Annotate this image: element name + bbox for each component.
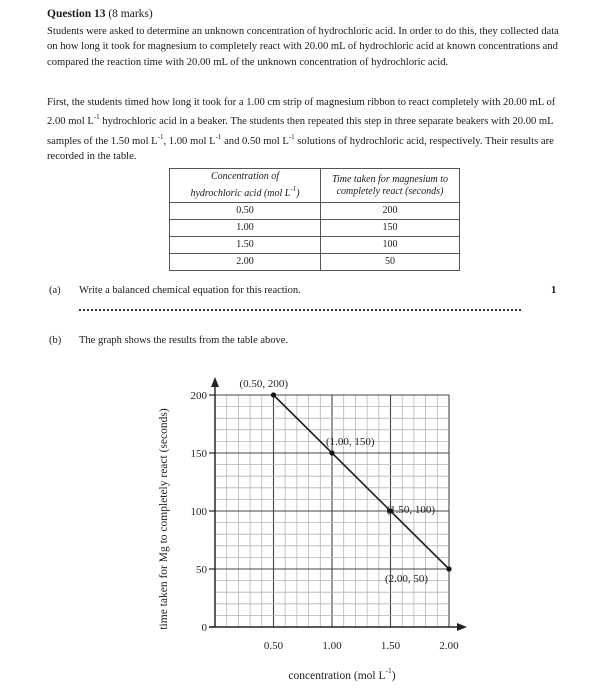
data-point xyxy=(271,392,276,397)
x-axis-label: concentration (mol $L^{-1}$) xyxy=(288,666,396,682)
data-point xyxy=(446,566,451,571)
cell-time: 200 xyxy=(321,203,460,220)
cell-concentration: 1.50 xyxy=(170,237,321,254)
header-text: Concentration of xyxy=(210,171,280,182)
header-text: hydrochloric acid (mol L xyxy=(190,188,291,199)
question-intro: Students were asked to determine an unknown concentration of hydrochloric acid. In order to do this, they collected data on how long it took for magnesium to completely react with 20.00 mL of hydrochloric acid at known concentrations and compared the reaction time with 20.00 mL of the unknown concentration of hydrochloric acid. xyxy=(47,26,559,68)
part-a-label: (a) xyxy=(49,285,61,296)
cell-time: 100 xyxy=(321,237,460,254)
y-tick-label: 150 xyxy=(190,448,207,460)
cell-concentration: 1.00 xyxy=(170,220,321,237)
data-point xyxy=(329,450,334,455)
header-text: ) xyxy=(296,188,300,199)
unit-superscript: -1 xyxy=(93,113,100,122)
x-tick-label: 1.50 xyxy=(380,640,401,652)
point-label: (2.00, 50) xyxy=(385,573,429,585)
y-tick-label: 0 xyxy=(201,622,207,634)
header-text: Time taken for magnesium to xyxy=(331,173,449,185)
part-a-prompt: Write a balanced chemical equation for this reaction. xyxy=(79,285,301,296)
method-text-4: and 0.50 mol L xyxy=(221,135,289,147)
y-axis-label: time taken for Mg to completely react (seconds) xyxy=(158,408,170,630)
point-label: (0.50, 200) xyxy=(239,378,289,390)
cell-concentration: 2.00 xyxy=(170,254,321,271)
point-label: (1.50, 100) xyxy=(386,504,436,516)
cell-time: 150 xyxy=(321,220,460,237)
y-tick-label: 50 xyxy=(196,564,207,576)
unit-superscript: -1 xyxy=(288,132,295,141)
x-tick-label: 2.00 xyxy=(439,640,459,652)
method-text-3: , 1.00 mol L xyxy=(163,135,216,147)
method-text-5: solutions of hydrochloric acid, respectively. Their results are recorded in the table. xyxy=(47,135,554,163)
x-axis-arrow-icon xyxy=(457,623,467,631)
unit-superscript: -1 xyxy=(290,185,297,193)
part-b-label: (b) xyxy=(49,335,62,346)
part-b-prompt: The graph shows the results from the table above. xyxy=(79,335,289,346)
y-tick-label: 100 xyxy=(190,506,207,518)
question-number: Question 13 xyxy=(47,8,106,20)
cell-concentration: 0.50 xyxy=(170,203,321,220)
part-a-marks: 1 xyxy=(551,285,557,296)
data-line-path xyxy=(274,395,450,569)
point-label: (1.00, 150) xyxy=(326,436,375,448)
question-marks: (8 marks) xyxy=(108,8,153,20)
x-tick-label: 0.50 xyxy=(263,640,284,652)
cell-time: 50 xyxy=(321,254,460,271)
x-tick-label: 1.00 xyxy=(322,640,342,652)
header-text: completely react (seconds) xyxy=(336,185,444,197)
unit-superscript: -1 xyxy=(157,132,164,141)
data-line xyxy=(271,392,452,571)
method-text-1: First, the students timed how long it took for a 1.00 cm strip of magnesium ribbon to react completely with 20.00 mL of 2.00 mol L xyxy=(47,97,556,128)
y-tick-label: 200 xyxy=(190,390,207,402)
method-text-2: hydrochloric acid in a beaker. The students then repeated this step in three separate beakers with 20.00 mL samples of the 1.50 mol L xyxy=(47,116,554,147)
y-axis-arrow-icon xyxy=(211,377,219,387)
unit-superscript: -1 xyxy=(215,132,222,141)
